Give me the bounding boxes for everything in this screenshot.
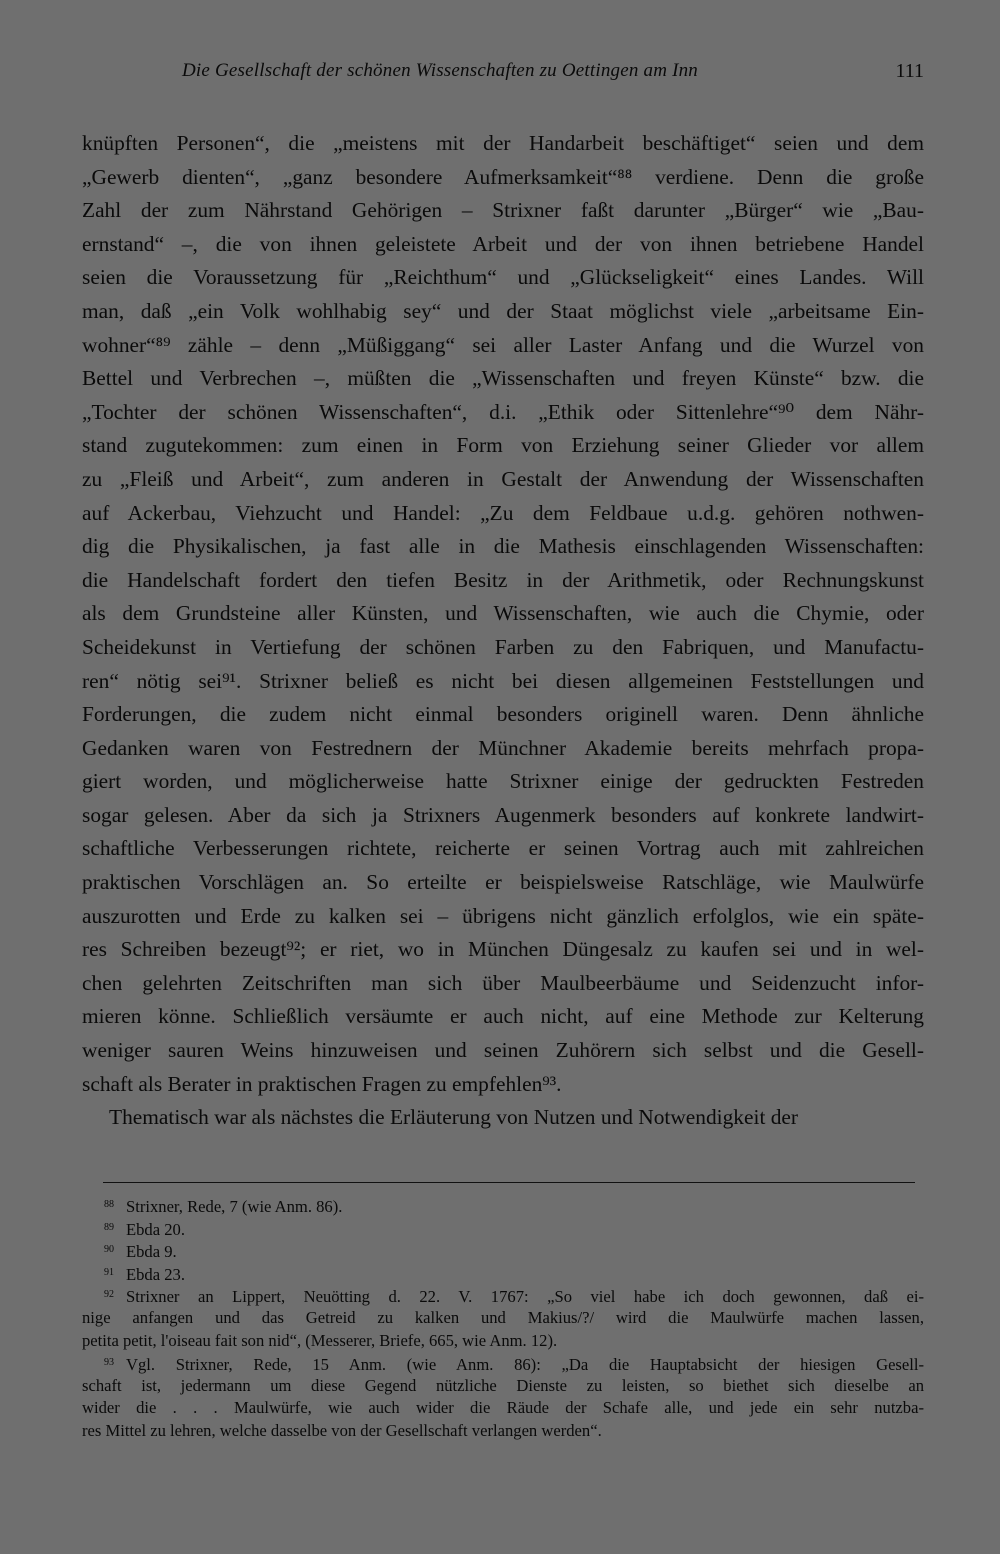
footnote (82, 1217, 924, 1240)
footnote-text: nige anfangen und das Getreid zu kalken und Makius/?/ wird die Maulwürfe machen lassen, (82, 1307, 924, 1327)
footnote-line (82, 1307, 924, 1330)
footnote-text: Ebda 20. (126, 1219, 185, 1239)
footnote-text: Ebda 23. (126, 1264, 185, 1284)
footnote (82, 1262, 924, 1285)
body-line: ernstand“ –, die von ihnen geleistete Arbeit und der von ihnen betriebene Handel (82, 231, 924, 256)
footnote-text: schaft ist, jedermann um diese Gegend nützliche Dienste zu leisten, so biethet sich dieselbe an (82, 1375, 924, 1395)
footnote-line (82, 1217, 924, 1240)
body-line: praktischen Vorschlägen an. So erteilte er beispielsweise Ratschläge, wie Maulwürfe (82, 870, 924, 895)
running-head (82, 60, 924, 90)
footnote-text: wider die . . . Maulwürfe, wie auch wider die Räude der Schafe alle, und jede ein sehr nutzba- (82, 1398, 924, 1418)
footnote-text: Strixner, Rede, 7 (wie Anm. 86). (126, 1197, 343, 1216)
footnote-mark: 88 (104, 1199, 114, 1210)
body-line: giert worden, und möglicherweise hatte Strixner einige der gedruckten Festreden (82, 769, 924, 794)
body-line: weniger sauren Weins hinzuweisen und seinen Zuhörern sich selbst und die Gesell- (82, 1038, 924, 1063)
body-line: Gedanken waren von Festrednern der Münchner Akademie bereits mehrfach propa- (82, 735, 924, 760)
footnote-mark: 92 (104, 1289, 114, 1301)
footnote (82, 1352, 924, 1442)
body-line: seien die Voraussetzung für „Reichthum“ und „Glückseligkeit“ eines Landes. Will (82, 265, 924, 290)
body-line: man, daß „ein Volk wohlhabig sey“ und der Staat möglichst viele „arbeitsame Ein- (82, 298, 924, 323)
body-line: Zahl der zum Nährstand Gehörigen – Strixner faßt darunter „Bürger“ wie „Bau- (82, 198, 924, 223)
running-title: Die Gesellschaft der schönen Wissenschaften zu Oettingen am Inn (182, 60, 699, 81)
footnote-line (82, 1194, 924, 1217)
footnote-mark: 89 (104, 1221, 114, 1233)
body-line: stand zugutekommen: zum einen in Form von Erziehung seiner Glieder vor allem (82, 433, 924, 458)
body-line: Bettel und Verbrechen –, müßten die „Wissenschaften und freyen Künste“ bzw. die (82, 366, 924, 391)
footnote-line (82, 1239, 924, 1262)
footnote-line (82, 1262, 924, 1285)
body-line: Forderungen, die zudem nicht einmal besonders originell waren. Denn ähnliche (82, 702, 924, 727)
body-line: schaftliche Verbesserungen richtete, reicherte er seinen Vortrag auch mit zahlreichen (82, 836, 924, 861)
footnote-text: Vgl. Strixner, Rede, 15 Anm. (wie Anm. 86): „Da die Hauptabsicht der hiesigen Gesell- (126, 1355, 924, 1375)
footnote (82, 1284, 924, 1352)
footnote (82, 1194, 924, 1217)
footnote-line (82, 1397, 924, 1420)
body-line: auf Ackerbau, Viehzucht und Handel: „Zu dem Feldbaue u.d.g. gehören nothwen- (82, 500, 924, 525)
body-line: dig die Physikalischen, ja fast alle in die Mathesis einschlagenden Wissenschaften: (82, 534, 924, 559)
body-line: ren“ nötig sei⁹¹. Strixner beließ es nicht bei diesen allgemeinen Feststellungen und (82, 668, 924, 693)
body-line: die Handelschaft fordert den tiefen Besitz in der Arithmetik, oder Rechnungskunst (82, 567, 924, 592)
body-line: zu „Fleiß und Arbeit“, zum anderen in Gestalt der Anwendung der Wissenschaften (82, 466, 924, 491)
body-line: schaft als Berater in praktischen Fragen zu empfehlen⁹³. (82, 1071, 562, 1096)
body-line: auszurotten und Erde zu kalken sei – übrigens nicht gänzlich erfolglos, wie ein späte- (82, 903, 924, 928)
body-line: „Tochter der schönen Wissenschaften“, d.i. „Ethik oder Sittenlehre“⁹⁰ dem Nähr- (82, 399, 924, 424)
footnote-line (82, 1352, 924, 1375)
footnote-mark: 90 (104, 1244, 114, 1256)
footnote-mark: 93 (104, 1357, 114, 1369)
body-line: als dem Grundsteine aller Künsten, und Wissenschaften, wie auch die Chymie, oder (82, 601, 924, 626)
body-line: „Gewerb dienten“, „ganz besondere Aufmerksamkeit“⁸⁸ verdiene. Denn die große (82, 164, 924, 189)
page-number: 111 (895, 60, 924, 82)
footnote-line (82, 1375, 924, 1398)
body-line: sogar gelesen. Aber da sich ja Strixners Augenmerk besonders auf konkrete landwirt- (82, 802, 924, 827)
footnote-mark: 91 (104, 1266, 114, 1278)
footnote-line (82, 1420, 924, 1443)
body-line: mieren könne. Schließlich versäumte er auch nicht, auf eine Methode zur Kelterung (82, 1004, 924, 1029)
footnote-text: Strixner an Lippert, Neuötting d. 22. V. 1767: „So viel habe ich doch gewonnen, daß ei- (126, 1287, 924, 1307)
footnote (82, 1239, 924, 1262)
footnote-rule (103, 1182, 915, 1183)
footnote-text: res Mittel zu lehren, welche dasselbe von der Gesellschaft verlangen werden“. (82, 1420, 602, 1440)
footnote-line (82, 1284, 924, 1307)
body-text (82, 127, 924, 1135)
body-line: Scheidekunst in Vertiefung der schönen Farben zu den Fabriquen, und Manufactu- (82, 634, 924, 659)
body-line: chen gelehrten Zeitschriften man sich über Maulbeerbäume und Seidenzucht infor- (82, 970, 924, 995)
footnote-text: petita petit, l'oiseau fait son nid“, (Messerer, Briefe, 665, wie Anm. 12). (82, 1330, 558, 1350)
footnotes (82, 1194, 924, 1443)
footnote-text: Ebda 9. (126, 1242, 177, 1262)
footnote-line (82, 1330, 924, 1353)
body-line: res Schreiben bezeugt⁹²; er riet, wo in München Düngesalz zu kaufen sei und in wel- (82, 937, 924, 962)
body-line: wohner“⁸⁹ zähle – denn „Müßiggang“ sei aller Laster Anfang und die Wurzel von (82, 332, 924, 357)
body-line: knüpften Personen“, die „meistens mit der Handarbeit beschäftiget“ seien und dem (82, 131, 924, 155)
body-line: Thematisch war als nächstes die Erläuterung von Nutzen und Notwendigkeit der (109, 1105, 799, 1130)
